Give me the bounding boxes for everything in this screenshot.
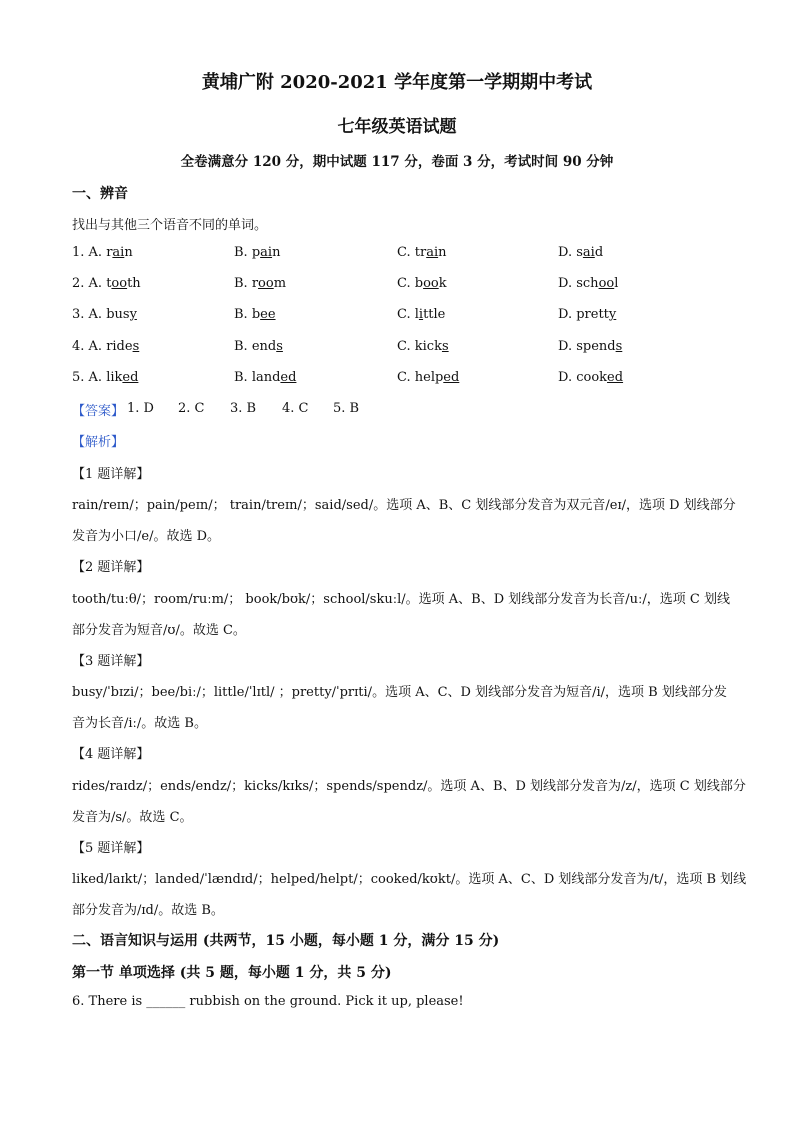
underlined-letters: s <box>441 339 449 354</box>
underlined-letters: s <box>276 339 283 354</box>
answer-5: 5. B <box>333 401 360 416</box>
question-3-option-b <box>234 307 276 322</box>
option-text: 1. A. r <box>72 245 113 260</box>
option-text-rest: th <box>127 276 141 291</box>
question-4-option-b <box>234 339 283 354</box>
option-text: 4. A. ride <box>72 339 133 354</box>
analysis-label: 【解析】 <box>72 435 125 450</box>
option-text: C. kick <box>397 339 442 354</box>
option-text: B. b <box>234 307 261 322</box>
question-6: 6. There is ______ rubbish on the ground. Pick it up, please! <box>72 994 464 1009</box>
question-1-option-c <box>397 245 446 260</box>
option-text-rest: n <box>272 245 281 260</box>
option-text: B. p <box>234 245 261 260</box>
detail-1-line2: 发音为小口/e/。故选 D。 <box>72 529 221 544</box>
option-text: D. sch <box>558 276 599 291</box>
detail-2-line1: tooth/tuːθ/；room/ruːm/； book/bʊk/；school/skuːl/。选项 A、B、D 划线部分发音为长音/uː/，选项 C 划线 <box>72 592 730 607</box>
question-1-option-b <box>234 245 280 260</box>
underlined-letters: ai <box>112 245 125 260</box>
question-4-option-d <box>558 339 622 354</box>
detail-2-label: 【2 题详解】 <box>72 560 150 575</box>
option-text: C. b <box>397 276 424 291</box>
exam-title: 黄埔广附 2020-2021 学年度第一学期期中考试 <box>201 72 593 93</box>
underlined-letters: ai <box>260 245 273 260</box>
underlined-letters: ai <box>426 245 439 260</box>
option-text-rest: m <box>273 276 287 291</box>
answer-2: 2. C <box>178 401 205 416</box>
underlined-letters: oo <box>258 276 274 291</box>
underlined-letters: y <box>129 307 137 322</box>
score-info: 全卷满意分 120 分，期中试题 117 分，卷面 3 分，考试时间 90 分钟 <box>180 154 614 170</box>
option-text-rest: ttle <box>423 307 446 322</box>
option-text: C. l <box>397 307 419 322</box>
detail-1-line1: rain/reɪn/；pain/peɪn/； train/treɪn/；said/sed/。选项 A、B、C 划线部分发音为双元音/eɪ/，选项 D 划线部分 <box>72 498 736 513</box>
answer-label: 【答案】 <box>72 404 125 419</box>
detail-1-label: 【1 题详解】 <box>72 467 150 482</box>
question-2-option-c <box>397 276 447 291</box>
detail-4-label: 【4 题详解】 <box>72 747 150 762</box>
question-2-option-b <box>234 276 286 291</box>
question-4-option-a <box>72 339 139 354</box>
question-5-option-d <box>558 370 623 385</box>
option-text: 2. A. t <box>72 276 112 291</box>
underlined-letters: ed <box>280 370 297 385</box>
option-text: B. end <box>234 339 277 354</box>
section2-heading: 二、语言知识与运用 (共两节，15 小题，每小题 1 分，满分 15 分) <box>72 933 500 949</box>
underlined-letters: ee <box>260 307 276 322</box>
question-4-option-c <box>397 339 449 354</box>
underlined-letters: ed <box>607 370 624 385</box>
underlined-letters: i <box>418 307 424 322</box>
detail-2-line2: 部分发音为短音/ʊ/。故选 C。 <box>72 623 246 638</box>
answer-4: 4. C <box>282 401 309 416</box>
option-text-rest: d <box>594 245 604 260</box>
detail-3-label: 【3 题详解】 <box>72 654 150 669</box>
question-5-option-a <box>72 370 138 385</box>
question-2-option-a <box>72 276 141 291</box>
detail-5-line1: liked/laɪkt/；landed/ˈlændɪd/；helped/helpt/；cooked/kʊkt/。选项 A、C、D 划线部分发音为/t/，选项 B 划线 <box>72 872 747 887</box>
detail-4-line1: rides/raɪdz/；ends/endz/；kicks/kɪks/；spends/spendz/。选项 A、B、D 划线部分发音为/z/，选项 C 划线部分 <box>72 779 746 794</box>
option-text: C. tr <box>397 245 427 260</box>
underlined-letters: oo <box>598 276 615 291</box>
question-2-option-d <box>558 276 618 291</box>
option-text-rest: l <box>614 276 619 291</box>
option-text: D. spend <box>558 339 616 354</box>
answer-1: 1. D <box>127 401 154 416</box>
answer-3: 3. B <box>230 401 257 416</box>
underlined-letters: y <box>608 307 617 322</box>
question-3-option-a <box>72 307 137 322</box>
underlined-letters: ai <box>582 245 595 260</box>
underlined-letters: oo <box>111 276 128 291</box>
section1-heading: 一、辨音 <box>72 186 128 202</box>
option-text: D. s <box>558 245 583 260</box>
option-text-rest: n <box>124 245 133 260</box>
detail-4-line2: 发音为/s/。故选 C。 <box>72 810 193 825</box>
option-text: C. help <box>397 370 444 385</box>
question-3-option-d <box>558 307 616 322</box>
option-text-rest: n <box>438 245 447 260</box>
underlined-letters: ed <box>122 370 139 385</box>
detail-5-label: 【5 题详解】 <box>72 841 150 856</box>
exam-subtitle: 七年级英语试题 <box>337 117 457 137</box>
question-5-option-c <box>397 370 459 385</box>
underlined-letters: oo <box>423 276 439 291</box>
underlined-letters: s <box>615 339 623 354</box>
detail-3-line2: 音为长音/iː/。故选 B。 <box>72 716 207 731</box>
detail-5-line2: 部分发音为/ɪd/。故选 B。 <box>72 903 224 918</box>
option-text: B. r <box>234 276 259 291</box>
section2-part1: 第一节 单项选择 (共 5 题，每小题 1 分，共 5 分) <box>72 965 392 981</box>
question-1-option-a <box>72 245 133 260</box>
option-text: 5. A. lik <box>72 370 123 385</box>
option-text: D. prett <box>558 307 609 322</box>
question-5-option-b <box>234 370 296 385</box>
section1-instruction: 找出与其他三个语音不同的单词。 <box>72 218 268 233</box>
option-text: D. cook <box>558 370 608 385</box>
option-text-rest: k <box>438 276 447 291</box>
question-1-option-d <box>558 245 603 260</box>
underlined-letters: s <box>132 339 140 354</box>
detail-3-line1: busy/ˈbɪzi/；bee/biː/；little/ˈlɪtl/ ；pretty/ˈprɪti/。选项 A、C、D 划线部分发音为短音/i/，选项 B 划线部分发 <box>72 685 727 700</box>
option-text: 3. A. bus <box>72 307 130 322</box>
question-3-option-c <box>397 307 445 322</box>
option-text: B. land <box>234 370 281 385</box>
underlined-letters: ed <box>443 370 460 385</box>
